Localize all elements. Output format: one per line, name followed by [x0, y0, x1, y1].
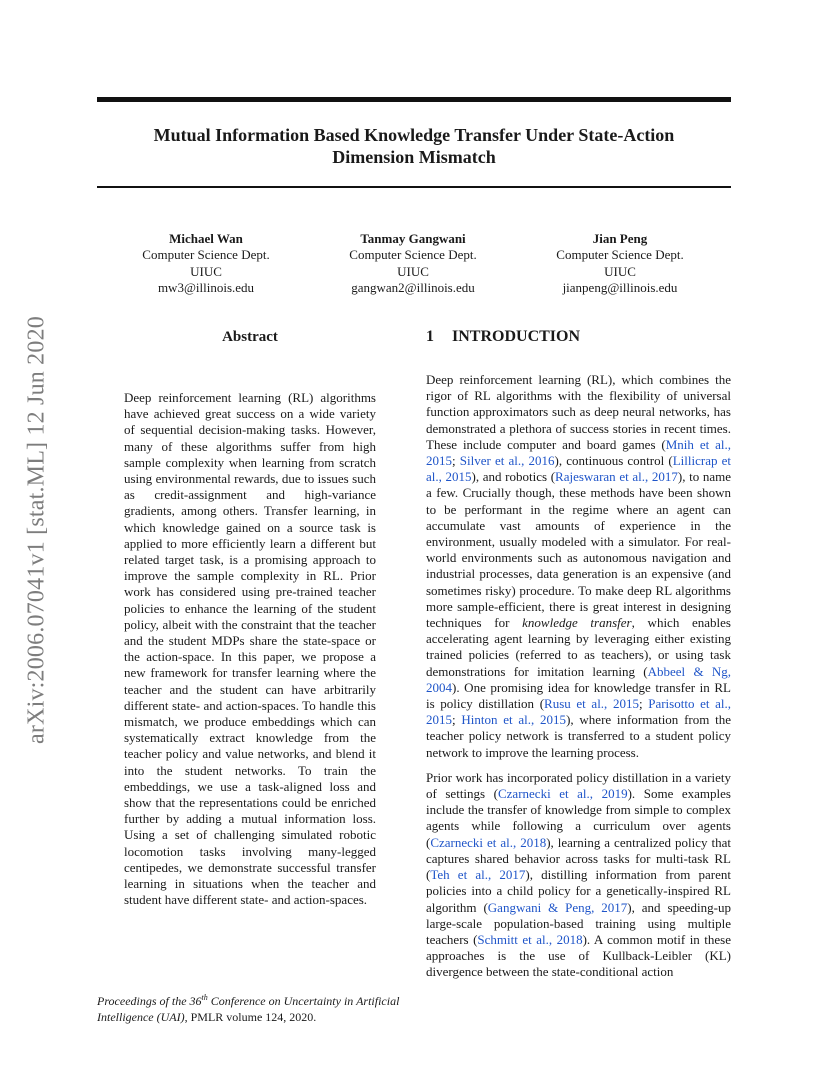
text-run: ;	[452, 453, 460, 469]
intro-paragraph-2	[426, 770, 731, 981]
title-line-1: Mutual Information Based Knowledge Transfer Under State-Action	[153, 125, 675, 145]
text-run: ), where information from the teacher policy network is transferred to a student policy network to improve the learning process.	[426, 712, 731, 760]
text-run: ;	[452, 712, 462, 728]
text-run: ), continuous control (	[554, 453, 673, 469]
citation-link[interactable]: Schmitt et al., 2018	[477, 931, 583, 947]
author-email: jianpeng@illinois.edu	[562, 280, 678, 296]
citation-link[interactable]: Lillicrap et al., 2015	[426, 453, 731, 485]
author-org: UIUC	[190, 263, 222, 279]
paper-title	[97, 124, 731, 168]
footnote-sup: th	[201, 993, 208, 1002]
text-run: ). Some examples include the transfer of knowledge from simple to complex agents while following a curriculum over agents (	[426, 786, 731, 850]
author-org: UIUC	[604, 263, 636, 279]
title-line-2: Dimension Mismatch	[332, 147, 496, 167]
author-name: Tanmay Gangwani	[360, 231, 466, 246]
title-top-rule	[97, 97, 731, 102]
author-1	[106, 231, 306, 297]
text-run: ;	[638, 696, 649, 712]
author-2	[313, 231, 513, 297]
text-run: ), and robotics (	[471, 469, 556, 485]
citation-link[interactable]: Czarnecki et al., 2019	[497, 786, 628, 802]
intro-column	[426, 372, 731, 981]
abstract-text: Deep reinforcement learning (RL) algorithms have achieved great success on a wide variety of sequential decision-making tasks. However, many of these algorithms suffer from high sample complexity when learning from scratch using environmental rewards, due to issues such as credit-assignment and high-variance gradients, among others. Transfer learning, in which knowledge gained on a source task is applied to more efficiently learn a different but related target task, is a promising approach to improve the sample complexity in RL. Prior work has considered using pre-trained teacher policies to enhance the learning of the student policy, albeit with the constraint that the teacher and the student MDPs share the state-space or the action-space. In this paper, we propose a new framework for transfer learning where the teacher and the student can have arbitrarily different state- and action-spaces. To handle this mismatch, we produce embeddings which can systematically extract knowledge from the teacher policy and value networks, and blend it into the student networks. To train the embeddings, we use a task-aligned loss and show that the representations could be enriched further by adding a mutual information loss. Using a set of challenging simulated robotic locomotion tasks involving many-legged centipedes, we demonstrate successful transfer learning in situations when the teacher and student have different state- and action-spaces.	[124, 390, 376, 908]
emphasis-text: knowledge transfer	[522, 615, 632, 631]
section-number: 1	[426, 328, 434, 345]
text-run: ). A common motif in these approaches is the use of Kullback-Leibler (KL) divergence between the state-conditional action	[426, 931, 732, 980]
author-email: gangwan2@illinois.edu	[351, 280, 475, 296]
text-run: Deep reinforcement learning (RL), which combines the rigor of RL algorithms with the flexibility of universal function approximators such as deep neural networks, has demonstrated a plethora of success stories in recent times. These include computer and board games (	[426, 372, 731, 452]
author-dept: Computer Science Dept.	[556, 247, 684, 263]
citation-link[interactable]: Czarnecki et al., 2018	[430, 834, 547, 850]
text-run: ). One promising idea for knowledge transfer in RL is policy distillation (	[426, 679, 731, 712]
arxiv-stamp	[22, 285, 52, 775]
author-org: UIUC	[397, 263, 429, 279]
text-run: ), and speeding-up large-scale population-based training using multiple teachers (	[426, 899, 731, 947]
citation-link[interactable]: Hinton et al., 2015	[461, 712, 567, 728]
citation-link[interactable]: Rusu et al., 2015	[544, 696, 639, 712]
title-bottom-rule	[97, 186, 731, 188]
abstract-heading: Abstract	[222, 329, 278, 345]
author-dept: Computer Science Dept.	[349, 247, 477, 263]
text-run: ), learning a centralized policy that captures shared behavior across tasks for multi-task RL (	[426, 834, 731, 883]
section-heading	[426, 328, 580, 346]
author-name: Jian Peng	[592, 231, 648, 246]
text-run: , which enables accelerating agent learning by leveraging either existing trained policies (referred to as teachers), or using task demonstrations for imitation learning (	[426, 615, 731, 679]
author-dept: Computer Science Dept.	[142, 247, 270, 263]
author-name: Michael Wan	[169, 231, 243, 246]
citation-link[interactable]: Gangwani & Peng, 2017	[487, 899, 628, 915]
text-run: ), distilling information from parent policies into a child policy for a genetically-inspired RL algorithm (	[426, 867, 731, 915]
text-run: ), to name a few. Crucially though, these methods have been shown to be performant in the regime where an agent can accumulate vast amounts of experience in the environment, usually modeled with a simulator. For real-world environments such as autonomous navigation and industrial processes, data generation is an expensive (and sometimes risky) procedure. To make deep RL algorithms more sample-efficient, there is great interest in designing techniques for	[426, 469, 732, 631]
text-run: Prior work has incorporated policy distillation in a variety of settings (	[426, 769, 731, 802]
citation-link[interactable]: Rajeswaran et al., 2017	[555, 469, 678, 485]
intro-paragraph-1	[426, 372, 731, 761]
arxiv-stamp-text: arXiv:2006.07041v1 [stat.ML] 12 Jun 2020	[23, 316, 50, 744]
citation-link[interactable]: Parisotto et al., 2015	[426, 696, 731, 728]
citation-link[interactable]: Abbeel & Ng, 2004	[426, 663, 731, 695]
citation-link[interactable]: Silver et al., 2016	[459, 453, 555, 469]
author-3	[520, 231, 720, 297]
author-email: mw3@illinois.edu	[157, 280, 255, 296]
footnote-suffix: , PMLR volume 124, 2020.	[184, 1010, 317, 1024]
footnote-prefix: Proceedings of the 36	[97, 994, 202, 1008]
citation-link[interactable]: Mnih et al., 2015	[426, 436, 731, 469]
proceedings-footnote	[97, 993, 427, 1025]
footnote-mid: Conference on Uncertainty in Artificial Intelligence (UAI)	[97, 994, 400, 1024]
section-title: INTRODUCTION	[452, 328, 581, 345]
author-block	[97, 231, 731, 301]
citation-link[interactable]: Teh et al., 2017	[430, 867, 526, 883]
